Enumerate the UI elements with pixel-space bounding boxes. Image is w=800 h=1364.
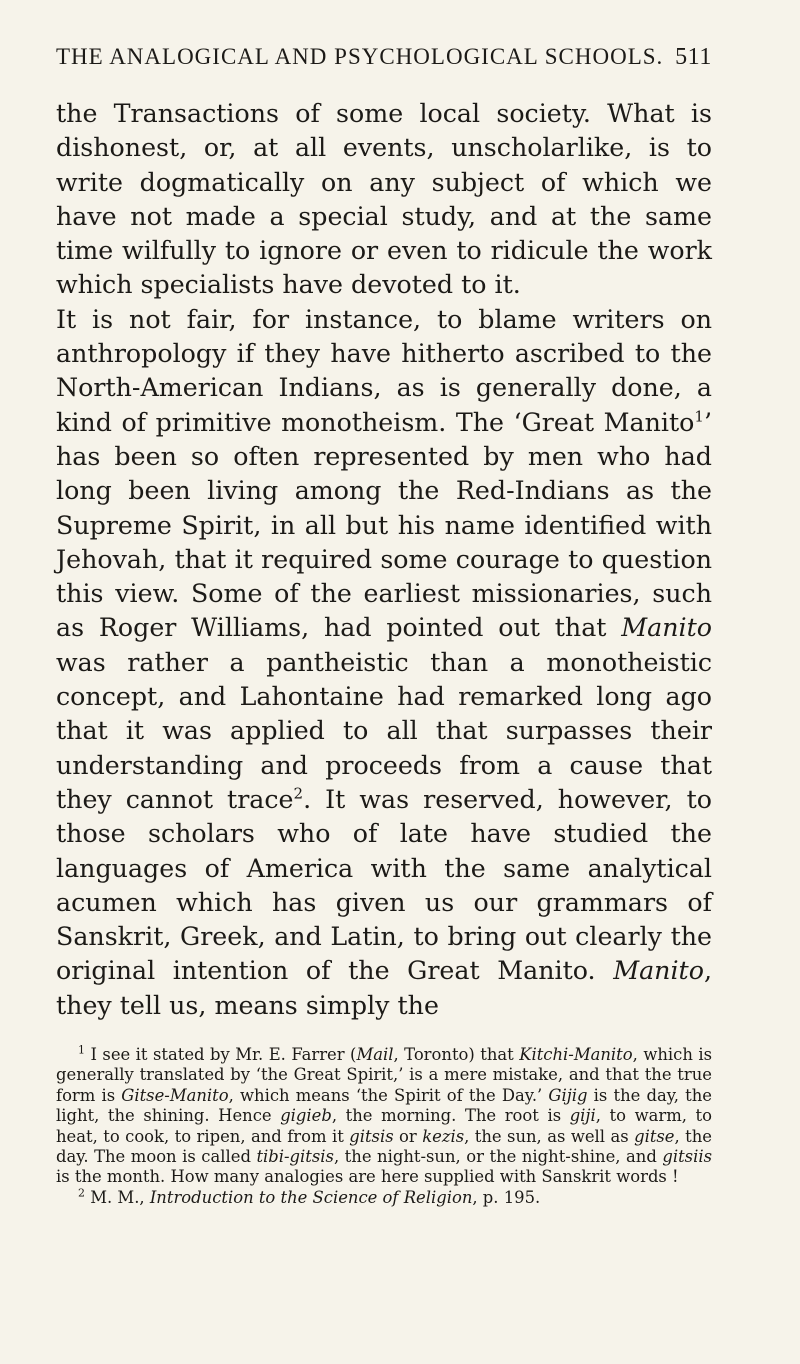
fn1-text-e: is the day, the light, the shining. Hence	[56, 1085, 712, 1126]
fn1-text-g: , to warm, to heat, to cook, to ripen, and from it	[56, 1106, 712, 1146]
running-title: THE ANALOGICAL AND PSYCHOLOGICAL SCHOOLS.	[56, 44, 664, 69]
fn2-text-b: , p. 195.	[472, 1187, 541, 1207]
fn1-italic-gijig: Gijig	[548, 1085, 588, 1105]
fn1-text-h: or	[393, 1126, 423, 1146]
fn1-italic-gigieb: gigieb	[280, 1106, 332, 1126]
fn1-italic-mail: Mail	[356, 1045, 394, 1065]
fn1-text-k: , the night-sun, or the night-shine, and	[333, 1147, 663, 1167]
fn1-italic-giji: giji	[569, 1106, 596, 1126]
footnote-2-marker: 2	[78, 1186, 85, 1200]
fn2-text-a: M. M.,	[85, 1187, 150, 1207]
fn1-text-f: , the morning. The root is	[331, 1106, 570, 1126]
fn1-text-a: I see it stated by Mr. E. Farrer (	[85, 1045, 357, 1065]
fn1-text-d: , which means ‘the Spirit of the Day.’	[228, 1085, 549, 1105]
fn1-text-l: is the month. How many analogies are here supplied with Sanskrit words !	[56, 1167, 679, 1187]
fn1-text-b: , Toronto) that	[393, 1045, 520, 1065]
fn1-italic-gitsiis: gitsiis	[662, 1147, 712, 1167]
italic-manito-1: Manito	[621, 613, 712, 643]
paragraph-2-text-a: It is not fair, for instance, to blame writers on anthropology if they have hitherto ascribed to the North-American Indians, as is generally done, a kind of primitive monotheism. The ‘Great Manito	[56, 304, 712, 437]
fn1-text-i: , the sun, as well as	[464, 1126, 635, 1146]
paragraph-2	[56, 303, 712, 1023]
footnote-1	[56, 1045, 712, 1188]
italic-manito-2: Manito	[613, 956, 704, 986]
footnote-1-marker: 1	[78, 1043, 85, 1057]
fn1-text-c: , which is generally translated by ‘the Great Spirit,’ is a mere mistake, and that the true form is	[56, 1045, 712, 1105]
paragraph-1-text: the Transactions of some local society. What is dishonest, or, at all events, unscholarlike, is to write dogmatically on any subject of which we have not made a special study, and at the same time wilfully to ignore or even to ridicule the work which specialists have devoted to it.	[56, 99, 712, 300]
page-number: 511	[675, 44, 712, 70]
paragraph-2-text-b: ’ has been so often represented by men who had long been living among the Red-Indians as the Supreme Spirit, in all but his name identified with Jehovah, that it required some courage to question this view. Some of the earliest missionaries, such as Roger Williams, had pointed out that	[56, 407, 712, 643]
footnotes	[56, 1045, 712, 1208]
paragraph-2-text-e: , they tell us, means simply the	[56, 956, 712, 1020]
fn1-italic-gitsis: gitsis	[349, 1126, 394, 1146]
fn1-italic-gitse: gitse	[634, 1126, 675, 1146]
fn1-italic-tibi-gitsis: tibi-gitsis	[256, 1147, 334, 1167]
paragraph-1	[56, 97, 712, 303]
fn1-italic-kezis: kezis	[422, 1126, 465, 1146]
fn1-italic-gitse-manito: Gitse-Manito	[121, 1085, 229, 1105]
paragraph-2-text-c: was rather a pantheistic than a monotheistic concept, and Lahontaine had remarked long ago that it was applied to all that surpasses their understanding and proceeds from a cause that they cannot trace	[56, 647, 712, 814]
fn2-italic-title: Introduction to the Science of Religion	[149, 1187, 473, 1207]
paragraph-2-text-d: . It was reserved, however, to those scholars who of late have studied the languages of America with the same analytical acumen which has given us our grammars of Sanskrit, Greek, and Latin, to bring out clearly the original intention of the Great Manito.	[56, 784, 712, 986]
running-head	[56, 44, 712, 71]
fn1-text-j: , the day. The moon is called	[56, 1126, 712, 1167]
footnote-ref-2[interactable]: 2	[293, 784, 304, 803]
body-text	[56, 97, 712, 1023]
footnote-ref-1[interactable]: 1	[694, 407, 704, 426]
fn1-italic-kitchi-manito: Kitchi-Manito	[519, 1045, 633, 1065]
footnote-2	[56, 1188, 712, 1208]
